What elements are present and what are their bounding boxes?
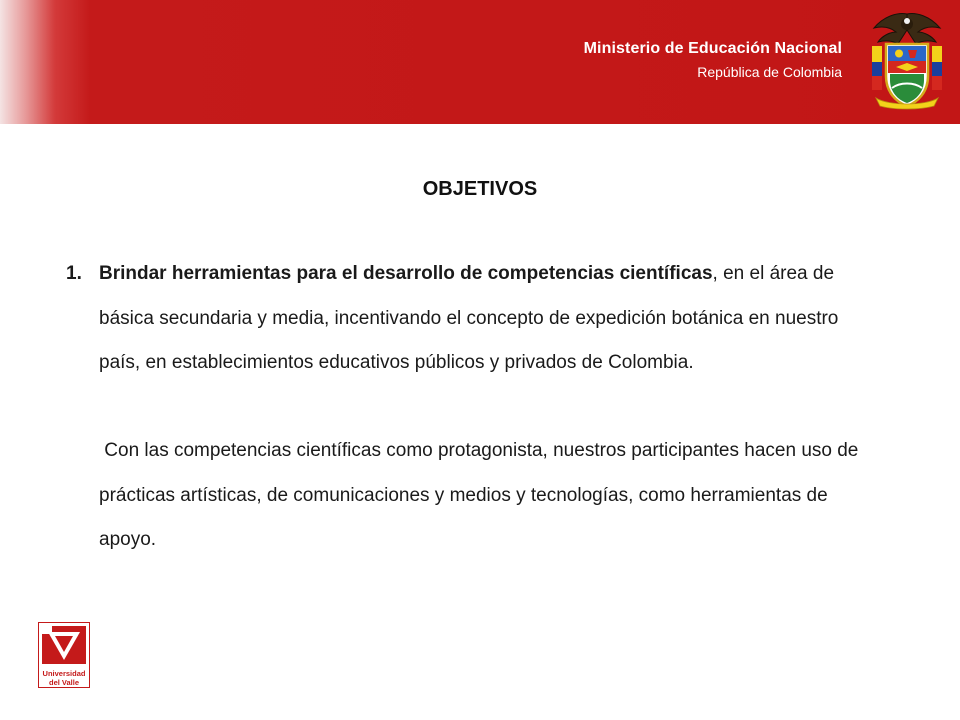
- colombia-coat-of-arms-icon: [868, 10, 946, 110]
- logo-line-2: del Valle: [48, 677, 80, 687]
- ministry-name: Ministerio de Educación Nacional: [583, 40, 842, 57]
- slide-title: OBJETIVOS: [422, 178, 538, 200]
- item-rest-text: , en el área de básica secundaria y media, incentivando el concepto de expedición botánica en nuestro país, en establecimientos educativos públicos y privados de Colombia.: [99, 263, 839, 373]
- item-text: [99, 252, 856, 386]
- logo-line-1: Universidad: [42, 669, 86, 678]
- paragraph-text: Con las competencias científicas como protagonista, nuestros participantes hacen uso de prácticas artísticas, de comunicaciones y medios y tecnologías, como herramientas de apoyo.: [99, 440, 859, 550]
- objective-paragraph: [99, 429, 859, 563]
- country-name: República de Colombia: [697, 64, 842, 80]
- logo-caption: [38, 670, 90, 687]
- objective-item-1: [66, 252, 856, 386]
- item-bold-text: Brindar herramientas para el desarrollo de competencias científicas: [99, 263, 713, 284]
- header-banner: [0, 0, 960, 124]
- ministry-block: [584, 40, 842, 80]
- item-number: 1.: [66, 263, 82, 284]
